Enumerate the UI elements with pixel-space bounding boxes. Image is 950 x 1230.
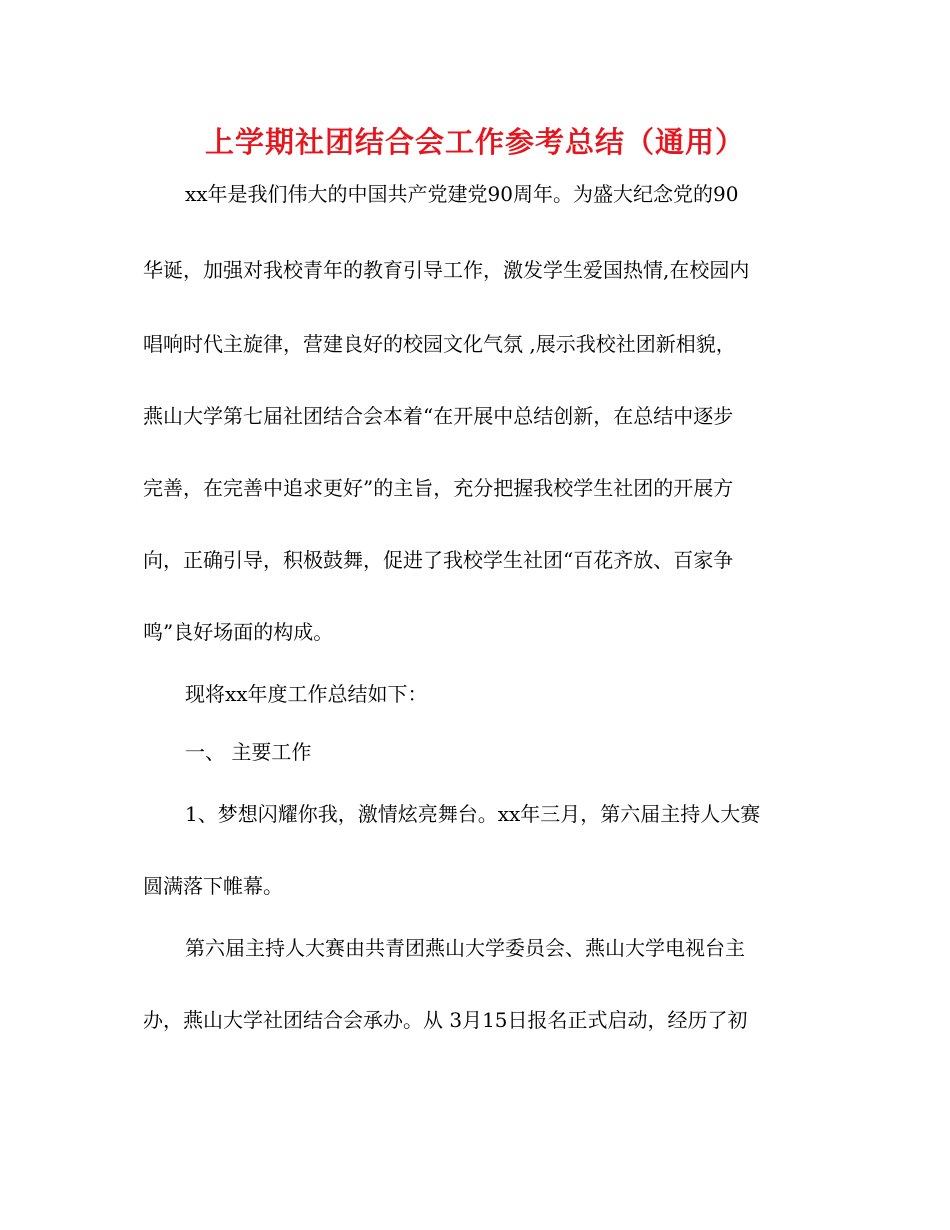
section-heading: 一、 主要工作	[185, 740, 312, 764]
paragraph-line: 现将xx年度工作总结如下：	[185, 682, 428, 706]
paragraph-line: 完善，在完善中追求更好”的主旨，充分把握我校学生社团的开展方	[143, 476, 734, 500]
paragraph-line: 燕山大学第七届社团结合会本着“在开展中总结创新，在总结中逐步	[143, 404, 734, 428]
paragraph-line: 办，燕山大学社团结合会承办。从 3月15日报名正式启动，经历了初	[143, 1008, 748, 1032]
paragraph-line: 唱响时代主旋律，营建良好的校园文化气氛 ,展示我校社团新相貌，	[143, 332, 736, 356]
paragraph-line: 华诞，加强对我校青年的教育引导工作，激发学生爱国热情,在校园内	[143, 258, 750, 282]
paragraph-line: 圆满落下帷幕。	[143, 874, 283, 898]
document-title: 上学期社团结合会工作参考总结（通用）	[204, 125, 745, 159]
paragraph-line: 第六届主持人大赛由共青团燕山大学委员会、燕山大学电视台主	[185, 936, 745, 960]
paragraph-line: xx年是我们伟大的中国共产党建党90周年。为盛大纪念党的90	[185, 182, 739, 206]
paragraph-line: 鸣”良好场面的构成。	[143, 620, 334, 644]
paragraph-line: 向，正确引导，积极鼓舞，促进了我校学生社团“百花齐放、百家争	[143, 548, 734, 572]
paragraph-line: 1、梦想闪耀你我，激情炫亮舞台。xx年三月，第六届主持人大赛	[185, 802, 761, 826]
